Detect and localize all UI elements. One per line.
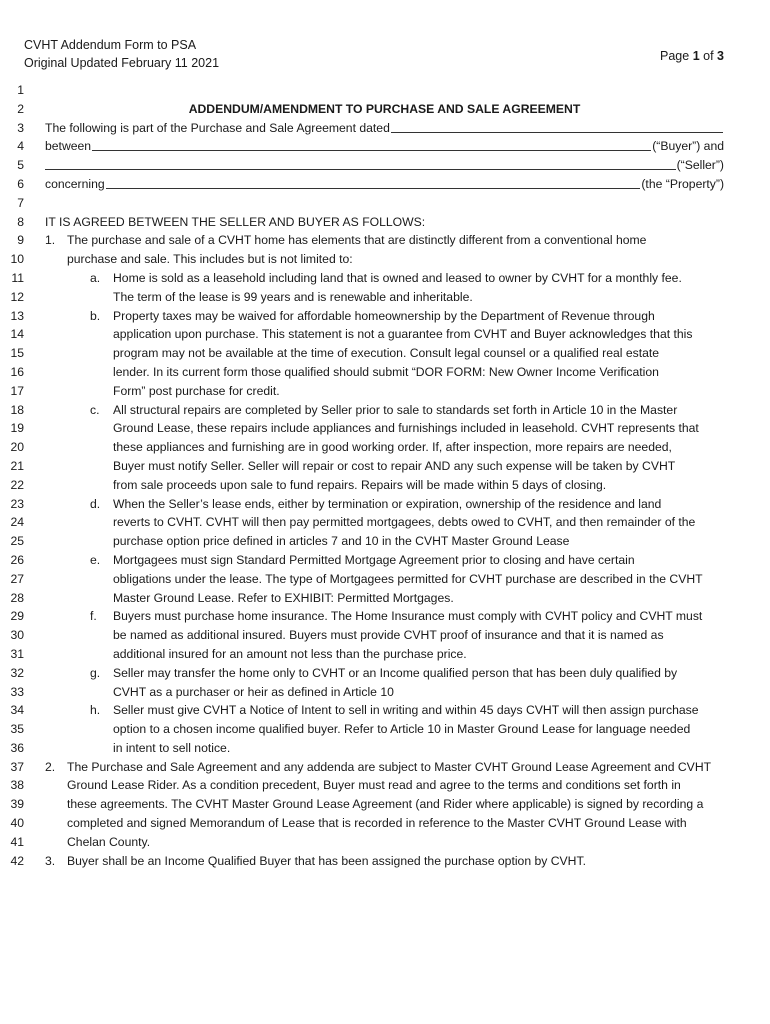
line: [0, 231, 770, 250]
line-number: 21: [10, 458, 24, 473]
property-row: [45, 175, 724, 194]
line-number: 1: [17, 83, 24, 97]
subitem-marker: e.: [90, 552, 101, 567]
line-number: 34: [10, 703, 24, 718]
item-text: Ground Lease Rider. As a condition precedent, Buyer must read and agree to the terms and conditions set forth in: [67, 778, 681, 793]
page-word: Page: [660, 49, 690, 63]
dated-label: The following is part of the Purchase and Sale Agreement dated: [45, 120, 390, 135]
page-total: 3: [717, 49, 724, 63]
subitem-marker: g.: [90, 665, 101, 680]
item-text: Buyer shall be an Income Qualified Buyer that has been assigned the purchase option by CVHT.: [67, 853, 586, 868]
line-number: 28: [10, 590, 24, 605]
line-number: 23: [10, 496, 24, 511]
subitem-text: from sale proceeds upon sale to fund repairs. Repairs will be made within 5 days of closing.: [113, 477, 607, 492]
line-number: 20: [10, 440, 24, 455]
line: [0, 570, 770, 589]
subitem-text: obligations under the lease. The type of Mortgagees permitted for CVHT purchase are described in the CVHT: [113, 571, 703, 586]
document-body: [0, 81, 770, 870]
line-number: 40: [10, 816, 24, 831]
line-number: 9: [17, 233, 24, 248]
subitem-marker: c.: [90, 402, 100, 417]
agreement-date-row: [45, 119, 724, 138]
line: [0, 344, 770, 363]
seller-row: [45, 156, 724, 175]
subitem-text: these appliances and furnishing are in good working order. If, after inspection, more repairs are needed,: [113, 440, 672, 455]
line: [0, 626, 770, 645]
line: [0, 814, 770, 833]
subitem-marker: f.: [90, 609, 97, 624]
line: [0, 683, 770, 702]
line: [0, 457, 770, 476]
line-number: 26: [10, 552, 24, 567]
line: [0, 776, 770, 795]
line: [0, 852, 770, 871]
buyer-row: [45, 137, 724, 156]
property-blank[interactable]: [106, 175, 641, 189]
subitem-text: All structural repairs are completed by Seller prior to sale to standards set forth in Article 10 in the Master: [113, 402, 678, 417]
line-number: 12: [10, 289, 24, 304]
line: [0, 250, 770, 269]
line: [0, 175, 770, 194]
buyer-name-blank[interactable]: [92, 137, 651, 151]
line-number: 31: [10, 646, 24, 661]
line: [0, 795, 770, 814]
line-number: 10: [10, 252, 24, 267]
line-number: 18: [10, 402, 24, 417]
line-number: 4: [17, 139, 24, 154]
line: [0, 833, 770, 852]
line-number: 13: [10, 308, 24, 323]
subitem-text: Buyer must notify Seller. Seller will repair or cost to repair AND any such expense will be taken by CVHT: [113, 458, 676, 473]
subitem-text: Seller must give CVHT a Notice of Intent to sell in writing and within 45 days CVHT will then assign purchase: [113, 703, 699, 718]
line-number: 3: [17, 120, 24, 135]
subitem-marker: a.: [90, 270, 101, 285]
line-number: 29: [10, 609, 24, 624]
line-number: 17: [10, 383, 24, 398]
line-number: 5: [17, 158, 24, 173]
page-indicator: [660, 47, 724, 65]
line: [0, 363, 770, 382]
subitem-text: When the Seller’s lease ends, either by termination or expiration, ownership of the residence and land: [113, 496, 662, 511]
line: [0, 495, 770, 514]
line: [0, 213, 770, 232]
subitem-text: The term of the lease is 99 years and is renewable and inheritable.: [113, 289, 473, 304]
subitem-text: Master Ground Lease. Refer to EXHIBIT: Permitted Mortgages.: [113, 590, 454, 605]
seller-name-blank[interactable]: [45, 156, 676, 170]
line: [0, 419, 770, 438]
line: [0, 401, 770, 420]
line: [0, 607, 770, 626]
subitem-marker: h.: [90, 703, 101, 718]
subitem-text: Buyers must purchase home insurance. The Home Insurance must comply with CVHT policy and CVHT must: [113, 609, 703, 624]
line: [0, 307, 770, 326]
subitem-text: additional insured for an amount not less than the purchase price.: [113, 646, 467, 661]
document-updated-date: Original Updated February 11 2021: [24, 56, 220, 70]
item-marker: 3.: [45, 853, 56, 868]
line: [0, 119, 770, 138]
line-number: 19: [10, 421, 24, 436]
subitem-text: Property taxes may be waived for affordable homeownership by the Department of Revenue through: [113, 308, 655, 323]
subitem-text: be named as additional insured. Buyers must provide CVHT proof of insurance and that it is named as: [113, 628, 664, 643]
line-number: 11: [11, 270, 24, 285]
line-number: 36: [10, 740, 24, 755]
page-current: 1: [692, 49, 700, 63]
line: [0, 476, 770, 495]
subitem-text: purchase option price defined in articles 7 and 10 in the CVHT Master Ground Lease: [113, 534, 570, 549]
line-number: 42: [10, 853, 24, 868]
item-text: The Purchase and Sale Agreement and any addenda are subject to Master CVHT Ground Lease Agreement and CVHT: [67, 759, 712, 774]
line-number: 33: [10, 684, 24, 699]
subitem-text: Seller may transfer the home only to CVHT or an Income qualified person that has been duly qualified by: [113, 665, 678, 680]
page-of-word: of: [703, 49, 714, 63]
line-number: 25: [10, 534, 24, 549]
line: [0, 100, 770, 119]
item-text: purchase and sale. This includes but is not limited to:: [67, 252, 353, 267]
line-number: 38: [10, 778, 24, 793]
line: [0, 551, 770, 570]
line: [0, 645, 770, 664]
line-number: 15: [10, 346, 24, 361]
line-number: 32: [10, 665, 24, 680]
line: [0, 739, 770, 758]
line-number: 35: [10, 722, 24, 737]
subitem-marker: d.: [90, 496, 101, 511]
document-title: ADDENDUM/AMENDMENT TO PURCHASE AND SALE AGREEMENT: [188, 101, 581, 116]
item-text: these agreements. The CVHT Master Ground Lease Agreement (and Rider where applicable) is signed by recording a: [67, 797, 704, 812]
agreement-date-blank[interactable]: [391, 119, 723, 133]
line-number: 2: [17, 101, 24, 116]
line-number: 39: [10, 797, 24, 812]
subitem-text: application upon purchase. This statement is not a guarantee from CVHT and Buyer acknowledges that this: [113, 327, 693, 342]
item-text: completed and signed Memorandum of Lease that is recorded in reference to the Master CVHT Ground Lease with: [67, 816, 687, 831]
item-text: Chelan County.: [67, 834, 151, 849]
line: [0, 194, 770, 213]
line-number: 41: [10, 834, 24, 849]
line-number: 22: [10, 477, 24, 492]
subitem-text: Mortgagees must sign Standard Permitted Mortgage Agreement prior to closing and have certain: [113, 552, 635, 567]
line: [0, 664, 770, 683]
line-number: 27: [10, 571, 24, 586]
line: [0, 156, 770, 175]
line-number: 24: [10, 515, 24, 530]
line: [0, 325, 770, 344]
line-number: 16: [10, 364, 24, 379]
between-label: between: [45, 139, 92, 154]
line: [0, 720, 770, 739]
subitem-marker: b.: [90, 308, 101, 323]
buyer-suffix: (“Buyer”) and: [652, 139, 724, 154]
line-number: 7: [17, 195, 24, 210]
line-number: 37: [10, 759, 24, 774]
line: [0, 701, 770, 720]
line-number: 8: [17, 214, 24, 229]
line: [0, 589, 770, 608]
line-number: 14: [10, 327, 24, 342]
document-name: CVHT Addendum Form to PSA: [24, 38, 197, 52]
subitem-text: CVHT as a purchaser or heir as defined in Article 10: [113, 684, 394, 699]
subitem-text: option to a chosen income qualified buyer. Refer to Article 10 in Master Ground Lease for language needed: [113, 722, 691, 737]
item-marker: 1.: [45, 233, 56, 248]
line: [0, 288, 770, 307]
seller-suffix: (“Seller”): [676, 158, 724, 173]
property-suffix: (the “Property”): [641, 176, 724, 191]
line: [0, 532, 770, 551]
subitem-text: in intent to sell notice.: [113, 740, 231, 755]
item-text: The purchase and sale of a CVHT home has elements that are distinctly different from a conventional home: [67, 233, 647, 248]
subitem-text: reverts to CVHT. CVHT will then pay permitted mortgagees, debts owed to CVHT, and then remainder of the: [113, 515, 696, 530]
item-marker: 2.: [45, 759, 56, 774]
line: [0, 137, 770, 156]
line-number: 6: [17, 176, 24, 191]
document-header: [24, 36, 219, 72]
subitem-text: program may not be available at the time of execution. Consult legal counsel or a qualified real estate: [113, 346, 660, 361]
subitem-text: Ground Lease, these repairs include appliances and furnishings included in leasehold. CVHT represents that: [113, 421, 699, 436]
subitem-text: Home is sold as a leasehold including land that is owned and leased to owner by CVHT for a monthly fee.: [113, 270, 682, 285]
line: [0, 81, 770, 100]
concerning-label: concerning: [45, 176, 105, 191]
line-number: 30: [10, 628, 24, 643]
subitem-text: lender. In its current form those qualified should submit “DOR FORM: New Owner Income Verification: [113, 364, 659, 379]
subitem-text: Form” post purchase for credit.: [113, 383, 280, 398]
line: [0, 438, 770, 457]
line: [0, 758, 770, 777]
agreed-heading: IT IS AGREED BETWEEN THE SELLER AND BUYER AS FOLLOWS:: [45, 214, 426, 229]
line: [0, 269, 770, 288]
line: [0, 382, 770, 401]
line: [0, 513, 770, 532]
